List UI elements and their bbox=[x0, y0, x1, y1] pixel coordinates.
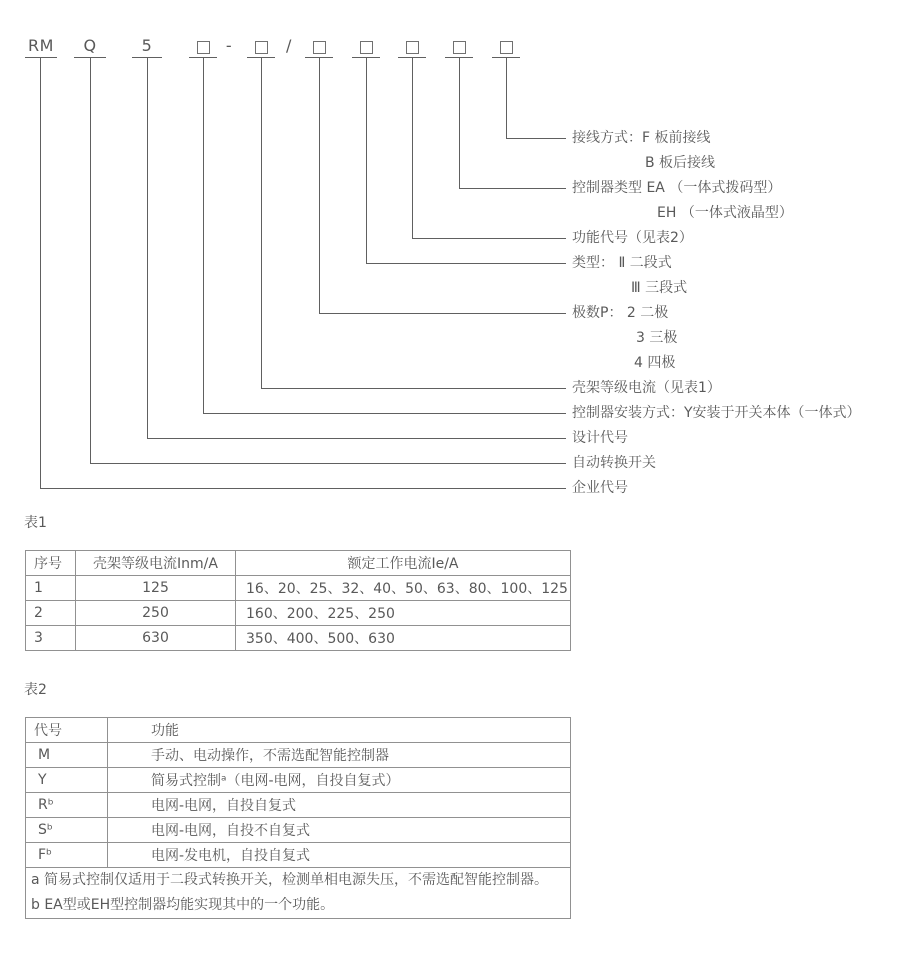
connector-line bbox=[203, 413, 566, 414]
table1-header-frame-current: 壳架等级电流Inm/A bbox=[76, 551, 236, 576]
code-separator-dash: - bbox=[225, 36, 233, 55]
table1-cell: 16、20、25、32、40、50、63、80、100、125 bbox=[236, 576, 571, 601]
code-box-icon bbox=[360, 41, 373, 54]
designation-label-ats: 自动转换开关 bbox=[572, 455, 656, 471]
designation-label-poles: 极数P： 2 二极 bbox=[572, 305, 669, 321]
connector-line bbox=[319, 58, 320, 313]
code-part-design: 5 bbox=[141, 36, 153, 55]
connector-line bbox=[459, 58, 460, 188]
designation-label-enterprise-code: 企业代号 bbox=[572, 480, 628, 496]
table-row bbox=[26, 793, 571, 818]
connector-line bbox=[412, 58, 413, 238]
connector-line bbox=[459, 188, 566, 189]
table1 bbox=[25, 550, 571, 651]
connector-line bbox=[40, 488, 566, 489]
designation-label-wiring: 接线方式：F 板前接线 bbox=[572, 130, 711, 146]
table1-cell: 3 bbox=[26, 626, 76, 651]
connector-line bbox=[506, 58, 507, 138]
designation-label-frame-current: 壳架等级电流（见表1） bbox=[572, 380, 721, 396]
connector-line bbox=[366, 58, 367, 263]
code-box-icon bbox=[313, 41, 326, 54]
designation-label-controller-type-eh: EH （一体式液晶型） bbox=[657, 205, 793, 221]
table2-header-function: 功能 bbox=[108, 718, 571, 743]
connector-line bbox=[90, 58, 91, 463]
table2-cell: 电网-电网，自投不自复式 bbox=[108, 818, 571, 843]
table2-cell: Rᵇ bbox=[26, 793, 108, 818]
table2-cell: 手动、电动操作，不需选配智能控制器 bbox=[108, 743, 571, 768]
table2-footnote-b: b EA型或EH型控制器均能实现其中的一个功能。 bbox=[31, 897, 335, 913]
designation-label-design-code: 设计代号 bbox=[572, 430, 628, 446]
connector-line bbox=[319, 313, 566, 314]
table-row bbox=[26, 626, 571, 651]
table2-cell: Y bbox=[26, 768, 108, 793]
table1-cell: 630 bbox=[76, 626, 236, 651]
table2-cell: 电网-发电机，自投自复式 bbox=[108, 843, 571, 868]
table1-title: 表1 bbox=[24, 515, 47, 531]
table-row bbox=[26, 768, 571, 793]
table2-header-row bbox=[26, 718, 571, 743]
designation-label-wiring-b: B 板后接线 bbox=[645, 155, 716, 171]
code-underline bbox=[25, 57, 57, 58]
connector-line bbox=[506, 138, 566, 139]
connector-line bbox=[366, 263, 566, 264]
connector-line bbox=[147, 438, 566, 439]
table1-cell: 160、200、225、250 bbox=[236, 601, 571, 626]
table2-header-code: 代号 bbox=[26, 718, 108, 743]
table2 bbox=[25, 717, 571, 919]
table-row bbox=[26, 818, 571, 843]
table1-cell: 1 bbox=[26, 576, 76, 601]
code-box-icon bbox=[255, 41, 268, 54]
table2-cell: M bbox=[26, 743, 108, 768]
table2-footnote-a: a 简易式控制仅适用于二段式转换开关，检测单相电源失压，不需选配智能控制器。 bbox=[31, 872, 549, 888]
table2-title: 表2 bbox=[24, 682, 47, 698]
code-box-icon bbox=[500, 41, 513, 54]
designation-label-poles-3: 3 三极 bbox=[636, 330, 678, 346]
table1-cell: 125 bbox=[76, 576, 236, 601]
connector-line bbox=[90, 463, 566, 464]
connector-line bbox=[412, 238, 566, 239]
table-row bbox=[26, 743, 571, 768]
table-row bbox=[26, 576, 571, 601]
designation-label-controller-type: 控制器类型 EA （一体式拨码型） bbox=[572, 180, 782, 196]
code-box-icon bbox=[197, 41, 210, 54]
table2-footnote-cell bbox=[26, 868, 571, 919]
table1-header-index: 序号 bbox=[26, 551, 76, 576]
table2-cell: Sᵇ bbox=[26, 818, 108, 843]
connector-line bbox=[40, 58, 41, 488]
table1-header-row bbox=[26, 551, 571, 576]
table1-header-rated-current: 额定工作电流Ie/A bbox=[236, 551, 571, 576]
designation-label-controller-mounting: 控制器安装方式：Y安装于开关本体（一体式） bbox=[572, 405, 861, 421]
code-separator-slash: / bbox=[286, 36, 292, 55]
code-part-enterprise: RM bbox=[28, 36, 54, 55]
table1-cell: 2 bbox=[26, 601, 76, 626]
table2-cell: 简易式控制ᵃ（电网-电网，自投自复式） bbox=[108, 768, 571, 793]
table2-footnote-row bbox=[26, 868, 571, 919]
table1-cell: 350、400、500、630 bbox=[236, 626, 571, 651]
designation-label-function-code: 功能代号（见表2） bbox=[572, 230, 693, 246]
table-row bbox=[26, 843, 571, 868]
table1-cell: 250 bbox=[76, 601, 236, 626]
connector-line bbox=[147, 58, 148, 438]
connector-line bbox=[261, 388, 566, 389]
connector-line bbox=[261, 58, 262, 388]
code-box-icon bbox=[406, 41, 419, 54]
designation-label-type-iii: Ⅲ 三段式 bbox=[631, 280, 688, 296]
table2-cell: Fᵇ bbox=[26, 843, 108, 868]
designation-label-type: 类型： Ⅱ 二段式 bbox=[572, 255, 672, 271]
designation-label-poles-4: 4 四极 bbox=[634, 355, 676, 371]
code-box-icon bbox=[453, 41, 466, 54]
code-part-switch: Q bbox=[83, 36, 97, 55]
connector-line bbox=[203, 58, 204, 413]
table-row bbox=[26, 601, 571, 626]
table2-cell: 电网-电网，自投自复式 bbox=[108, 793, 571, 818]
